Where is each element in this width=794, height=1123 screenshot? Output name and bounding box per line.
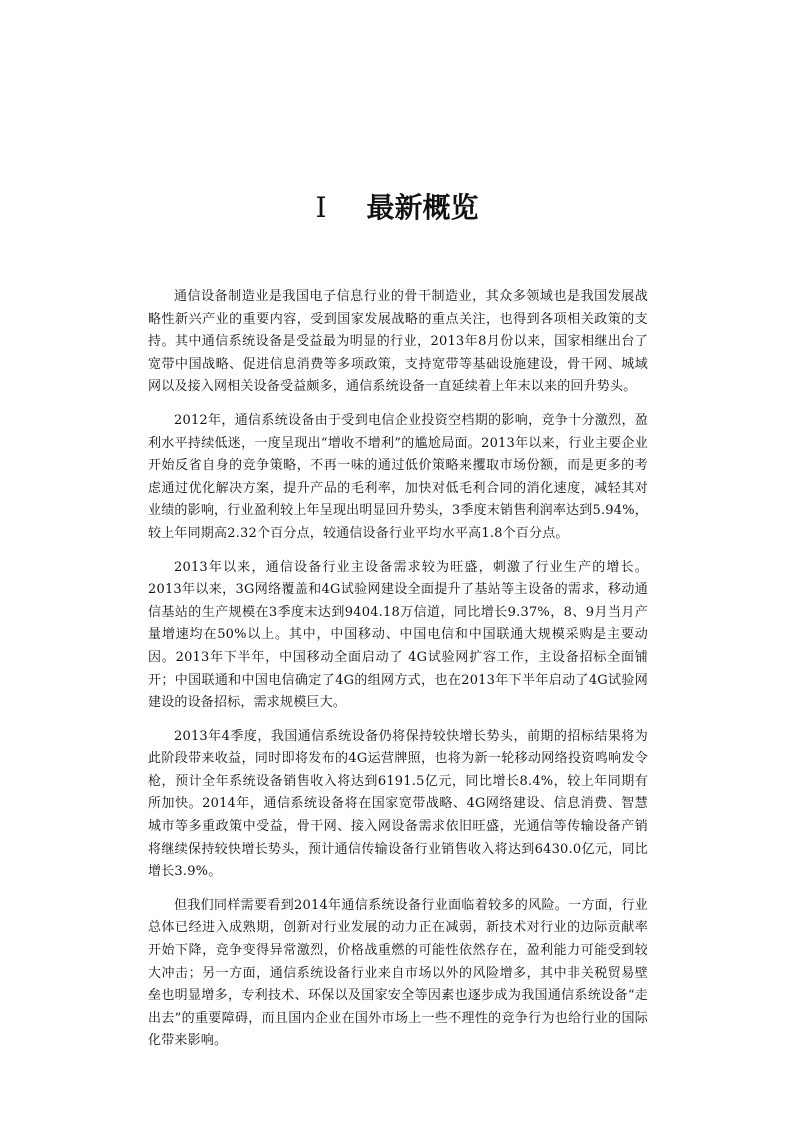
chapter-title: 最新概览 — [366, 191, 479, 224]
paragraph: 2013年以来，通信设备行业主设备需求较为旺盛，刺激了行业生产的增长。2013年以来，3G网络覆盖和4G试验网建设全面提升了基站等主设备的需求，移动通信基站的生产规模在3季度末达到9404.18万信道，同比增长9.37%，8、9月当月产量增速均在50%以上。其中，中国移动、中国电信和中国联通大规模采购是主要动因。2013年下半年，中国移动全面启动了 4G试验网扩容工作，主设备招标全面铺开；中国联通和中国电信确定了4G的组网方式，也在2013年下半年启动了4G试验网建设的设备招标，需求规模巨大。 — [148, 559, 648, 711]
paragraph: 2013年4季度，我国通信系统设备仍将保持较快增长势头，前期的招标结果将为此阶段带来收益，同时即将发布的4G运营牌照，也将为新一轮移动网络投资鸣响发令枪，预计全年系统设备销售收入将达到6191.5亿元，同比增长8.4%，较上年同期有所加快。2014年，通信系统设备将在国家宽带战略、4G网络建设、信息消费、智慧城市等多重政策中受益，骨干网、接入网设备需求依旧旺盛，光通信等传输设备产销将继续保持较快增长势头，预计通信传输设备行业销售收入将达到6430.0亿元，同比增长3.9%。 — [148, 728, 648, 880]
paragraph: 2012年，通信系统设备由于受到电信企业投资空档期的影响，竞争十分激烈，盈利水平持续低迷，一度呈现出“增收不增利”的尴尬局面。2013年以来，行业主要企业开始反省自身的竞争策略，不再一味的通过低价策略来攫取市场份额，而是更多的考虑通过优化解决方案，提升产品的毛利率，加快对低毛利合同的消化速度，减轻其对业绩的影响，行业盈利较上年呈现出明显回升势头，3季度末销售利润率达到5.94%，较上年同期高2.32个百分点，较通信设备行业平均水平高1.8个百分点。 — [148, 412, 648, 541]
chapter-number: I — [315, 191, 327, 224]
paragraph: 通信设备制造业是我国电子信息行业的骨干制造业，其众多领域也是我国发展战略性新兴产业的重要内容，受到国家发展战略的重点关注，也得到各项相关政策的支持。其中通信系统设备是受益最为明显的行业，2013年8月份以来，国家相继出台了宽带中国战略、促进信息消费等多项政策，支持宽带等基础设施建设，骨干网、城域网以及接入网相关设备受益颇多，通信系统设备一直延续着上年末以来的回升势头。 — [148, 289, 648, 395]
chapter-heading — [0, 186, 794, 230]
paragraph: 但我们同样需要看到2014年通信系统设备行业面临着较多的风险。一方面，行业总体已经进入成熟期，创新对行业发展的动力正在减弱，新技术对行业的边际贡献率开始下降，竞争变得异常激烈，价格战重燃的可能性依然存在，盈利能力可能受到较大冲击；另一方面，通信系统设备行业来自市场以外的风险增多，其中非关税贸易壁垒也明显增多，专利技术、环保以及国家安全等因素也逐步成为我国通信系统设备“走出去”的重要障碍，而且国内企业在国外市场上一些不理性的竞争行为也给行业的国际化带来影响。 — [148, 897, 648, 1049]
body-text — [148, 286, 648, 1064]
